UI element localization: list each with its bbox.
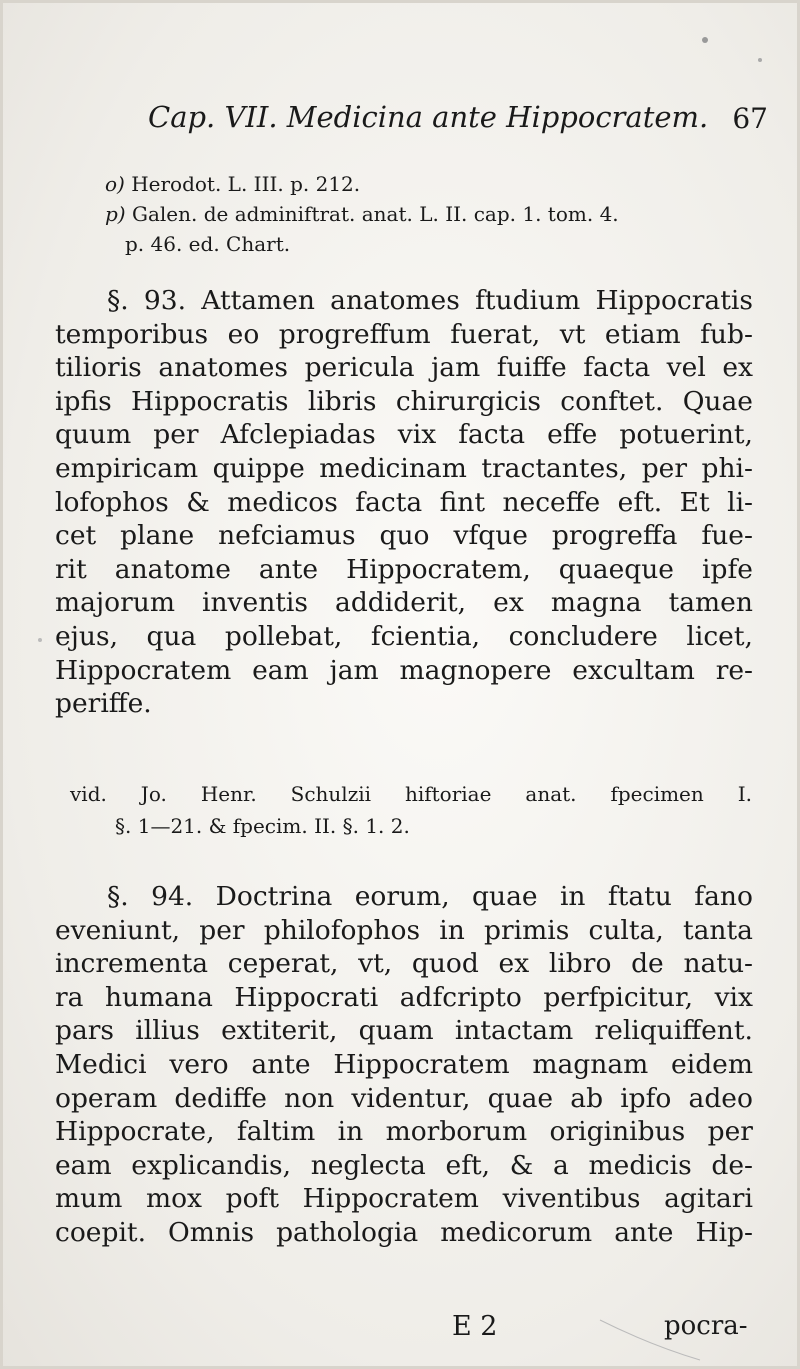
footnote-o xyxy=(105,172,360,197)
footnote-p xyxy=(105,202,619,227)
text-line: ipfis Hippocratis libris chirurgicis conftet. Quae xyxy=(55,385,753,417)
reference-line-2: §. 1—21. & fpecim. II. §. 1. 2. xyxy=(115,814,410,838)
text-line: majorum inventis addiderit, ex magna tamen xyxy=(55,587,753,619)
text-line: ra humana Hippocrati adfcripto perfpicitur, vix xyxy=(55,981,753,1013)
footnote-mark: p) xyxy=(105,202,126,226)
reference-note xyxy=(70,778,752,842)
text-line: pars illius extiterit, quam intactam reliquiffent. xyxy=(55,1015,753,1047)
text-line: mum mox poft Hippocratem viventibus agitari xyxy=(55,1183,753,1215)
running-header xyxy=(148,100,768,134)
text-line: quum per Afclepiadas vix facta effe potuerint, xyxy=(55,419,753,451)
text-line: lofophos & medicos facta fint neceffe eft. Et li- xyxy=(55,486,753,518)
text-line: cet plane nefciamus quo vfque progreffa fue- xyxy=(55,520,753,552)
text-line: tilioris anatomes pericula jam fuiffe facta vel ex xyxy=(55,352,753,384)
reference-line-1: vid. Jo. Henr. Schulzii hiftoriae anat. fpecimen I. xyxy=(70,782,752,806)
text-line: periffe. xyxy=(55,688,152,720)
footnote-text: Herodot. L. III. p. 212. xyxy=(131,172,361,196)
text-line: Hippocrate, faltim in morborum originibus per xyxy=(55,1116,753,1148)
text-line: Medici vero ante Hippocratem magnam eidem xyxy=(55,1048,753,1080)
footnote-text: p. 46. ed. Chart. xyxy=(125,232,291,256)
running-title: Cap. VII. Medicina ante Hippocratem. xyxy=(148,100,709,134)
text-line: operam dediffe non videntur, quae ab ipfo adeo xyxy=(55,1082,753,1114)
paragraph-93 xyxy=(55,284,753,721)
text-line: coepit. Omnis pathologia medicorum ante Hip- xyxy=(55,1216,753,1248)
text-line: eam explicandis, neglecta eft, & a medicis de- xyxy=(55,1149,753,1181)
text-line: eveniunt, per philofophos in primis culta, tanta xyxy=(55,914,753,946)
text-line: temporibus eo progreffum fuerat, vt etiam fub- xyxy=(55,318,753,350)
text-line: ejus, qua pollebat, fcientia, concludere licet, xyxy=(55,620,753,652)
paragraph-94 xyxy=(55,880,753,1250)
text-line: incrementa ceperat, vt, quod ex libro de natu- xyxy=(55,948,753,980)
text-line: §. 94. Doctrina eorum, quae in ftatu fano xyxy=(107,881,753,912)
signature-mark: E 2 xyxy=(452,1311,498,1342)
catchword: pocra- xyxy=(664,1311,748,1341)
footnote-mark: o) xyxy=(105,172,125,196)
page-number: 67 xyxy=(732,102,768,135)
text-line: §. 93. Attamen anatomes ftudium Hippocratis xyxy=(107,285,753,316)
text-line: rit anatome ante Hippocratem, quaeque ipfe xyxy=(55,553,753,585)
footnote-p-continued xyxy=(125,232,290,257)
text-line: Hippocratem eam jam magnopere excultam re- xyxy=(55,654,753,686)
footnote-text: Galen. de adminiftrat. anat. L. II. cap. 1. tom. 4. xyxy=(131,202,619,226)
text-line: empiricam quippe medicinam tractantes, per phi- xyxy=(55,452,753,484)
